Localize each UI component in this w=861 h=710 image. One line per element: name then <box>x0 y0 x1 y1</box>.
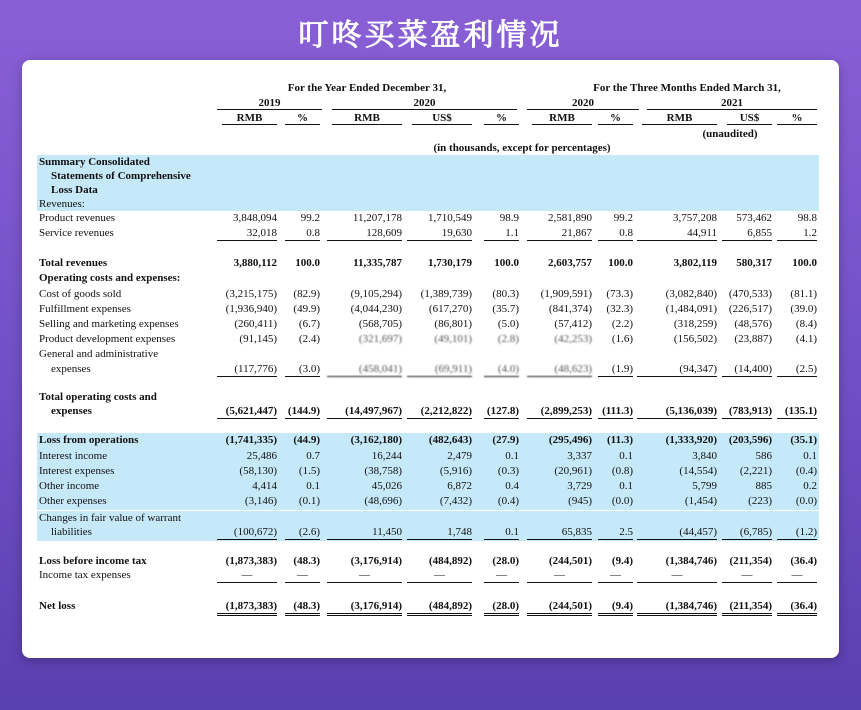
row-value: (86,801) <box>434 318 472 330</box>
row-label: Operating costs and expenses: <box>39 272 181 284</box>
row-label: Net loss <box>39 600 76 612</box>
table-row <box>37 390 819 404</box>
row-value: (4.1) <box>795 333 817 345</box>
row-value: 3,880,112 <box>233 257 277 269</box>
row-value: (20,961) <box>554 465 592 477</box>
row-value: (1,389,739) <box>420 288 472 300</box>
row-value: 573,462 <box>736 212 772 224</box>
row-value: (9,105,294) <box>350 288 402 300</box>
row-value: 0.8 <box>285 226 320 241</box>
row-value: 100.0 <box>608 257 633 269</box>
row-value: 0.1 <box>803 450 817 462</box>
row-value: — <box>527 568 592 583</box>
row-value: (48,576) <box>734 318 772 330</box>
row-value: (11.3) <box>607 434 633 446</box>
row-value: 3,802,119 <box>673 257 717 269</box>
row-value: 1,710,549 <box>428 212 472 224</box>
row-value: (3.0) <box>285 362 320 377</box>
row-value: (2.2) <box>611 318 633 330</box>
row-value: (3,082,840) <box>665 288 717 300</box>
row-value: (48.3) <box>285 599 320 616</box>
row-value: 0.1 <box>484 525 519 540</box>
table-row <box>37 494 819 510</box>
row-value: (1,741,335) <box>225 434 277 446</box>
row-value: (2.6) <box>285 525 320 540</box>
row-value: 0.1 <box>619 450 633 462</box>
row-value: (156,502) <box>673 333 717 345</box>
row-value: (2,212,822) <box>407 404 472 419</box>
row-value: (5,916) <box>439 465 472 477</box>
row-value: 11,335,787 <box>353 257 402 269</box>
row-value: 0.2 <box>803 480 817 492</box>
row-value: (0.8) <box>611 465 633 477</box>
row-value: (32.3) <box>606 303 633 315</box>
row-value: 100.0 <box>494 257 519 269</box>
table-row <box>37 169 819 183</box>
row-value: (36.4) <box>790 555 817 567</box>
row-value: 580,317 <box>736 257 772 269</box>
row-value: 19,630 <box>407 226 472 241</box>
row-label: Product development expenses <box>39 333 176 345</box>
row-value: 1.2 <box>777 226 817 241</box>
row-value: (783,913) <box>722 404 772 419</box>
row-value: (5,621,447) <box>217 404 277 419</box>
row-value: (82.9) <box>293 288 320 300</box>
row-label: Fulfillment expenses <box>39 303 131 315</box>
table-row <box>37 302 819 317</box>
row-value: (6,785) <box>722 525 772 540</box>
row-value: (111.3) <box>598 404 633 419</box>
year-2020b-header: 2020 <box>527 97 639 110</box>
unaudited-note: (unaudited) <box>702 128 758 140</box>
table-row <box>37 256 819 271</box>
column-header: % <box>598 112 633 125</box>
year-2020a-header: 2020 <box>332 97 517 110</box>
row-value: — <box>777 568 817 583</box>
row-value: (27.9) <box>492 434 519 446</box>
row-value: (48,623) <box>527 362 592 377</box>
row-value: (14,400) <box>722 362 772 377</box>
row-value: 0.1 <box>505 450 519 462</box>
row-value: (38,758) <box>364 465 402 477</box>
row-value: 44,911 <box>637 226 717 241</box>
row-value: 586 <box>755 450 772 462</box>
financial-table-card <box>22 60 839 658</box>
row-value: (3,215,175) <box>225 288 277 300</box>
row-value: (484,892) <box>428 555 472 567</box>
row-label: expenses <box>51 405 92 417</box>
table-row <box>37 183 819 197</box>
row-value: (49.9) <box>293 303 320 315</box>
table-row <box>37 525 819 541</box>
row-value: 25,486 <box>246 450 277 462</box>
row-value: (0.4) <box>497 495 519 507</box>
column-header: % <box>777 112 817 125</box>
row-value: (135.1) <box>777 404 817 419</box>
row-value: (568,705) <box>358 318 402 330</box>
row-value: (35.1) <box>790 434 817 446</box>
table-row <box>37 362 819 378</box>
table-row <box>37 511 819 525</box>
row-label: liabilities <box>51 526 92 538</box>
row-value: — <box>407 568 472 583</box>
row-value: (42,253) <box>554 333 592 345</box>
row-value: (617,270) <box>428 303 472 315</box>
period-year-header: For the Year Ended December 31, <box>287 82 447 94</box>
row-value: 32,018 <box>217 226 277 241</box>
row-label: Other expenses <box>39 495 107 507</box>
row-value: 6,872 <box>447 480 472 492</box>
row-value: (35.7) <box>492 303 519 315</box>
row-value: 1,730,179 <box>428 257 472 269</box>
row-value: (80.3) <box>492 288 519 300</box>
row-value: 1.1 <box>484 226 519 241</box>
row-value: 11,450 <box>327 525 402 540</box>
row-value: (2,221) <box>739 465 772 477</box>
row-value: 21,867 <box>527 226 592 241</box>
row-value: (48.3) <box>293 555 320 567</box>
row-value: (2.5) <box>777 362 817 377</box>
row-label: Interest expenses <box>39 465 115 477</box>
row-value: (1,873,383) <box>225 555 277 567</box>
row-value: (1,936,940) <box>225 303 277 315</box>
table-row <box>37 433 819 449</box>
row-value: (0.1) <box>298 495 320 507</box>
row-label: Changes in fair value of warrant <box>39 512 182 524</box>
row-value: (1,484,091) <box>665 303 717 315</box>
row-value: 0.4 <box>505 480 519 492</box>
row-value: (2,899,253) <box>527 404 592 419</box>
table-row <box>37 317 819 332</box>
row-value: (470,533) <box>728 288 772 300</box>
row-label: Summary Consolidated <box>39 156 150 168</box>
row-value: (36.4) <box>777 599 817 616</box>
row-value: 98.9 <box>499 212 519 224</box>
row-value: (3,176,914) <box>327 599 402 616</box>
row-value: (3,176,914) <box>350 555 402 567</box>
row-value: (9.4) <box>611 555 633 567</box>
row-value: (244,501) <box>527 599 592 616</box>
row-value: (9.4) <box>598 599 633 616</box>
column-header: US$ <box>412 112 472 125</box>
row-value: (1,873,383) <box>217 599 277 616</box>
column-header: RMB <box>222 112 277 125</box>
row-value: (117,776) <box>217 362 277 377</box>
row-value: — <box>285 568 320 583</box>
row-label: Interest income <box>39 450 108 462</box>
table-row <box>37 449 819 464</box>
row-value: (211,354) <box>729 555 772 567</box>
table-row <box>37 197 819 211</box>
row-label: Loss before income tax <box>39 555 147 567</box>
period-quarter-header: For the Three Months Ended March 31, <box>593 82 781 94</box>
row-value: (244,501) <box>548 555 592 567</box>
row-value: 3,757,208 <box>673 212 717 224</box>
row-value: 0.7 <box>306 450 320 462</box>
row-value: (28.0) <box>492 555 519 567</box>
row-value: (458,041) <box>327 362 402 377</box>
row-value: (1.2) <box>777 525 817 540</box>
table-row <box>37 464 819 479</box>
row-value: (211,354) <box>722 599 772 616</box>
row-value: (57,412) <box>554 318 592 330</box>
row-value: (44.9) <box>293 434 320 446</box>
row-value: (4,044,230) <box>350 303 402 315</box>
row-label: Cost of goods sold <box>39 288 122 300</box>
row-value: (48,696) <box>364 495 402 507</box>
row-value: (73.3) <box>606 288 633 300</box>
row-value: (127.8) <box>484 404 519 419</box>
row-value: 2,603,757 <box>548 257 592 269</box>
row-value: (2.4) <box>298 333 320 345</box>
row-value: (226,517) <box>728 303 772 315</box>
row-value: 16,244 <box>371 450 402 462</box>
row-value: 100.0 <box>295 257 320 269</box>
row-label: Total operating costs and <box>39 391 157 403</box>
table-row <box>37 271 819 287</box>
row-value: (23,887) <box>734 333 772 345</box>
row-value: (0.0) <box>611 495 633 507</box>
row-value: (1.6) <box>611 333 633 345</box>
year-2019-header: 2019 <box>217 97 322 110</box>
row-value: 1,748 <box>407 525 472 540</box>
row-value: (1.9) <box>598 362 633 377</box>
row-value: (321,697) <box>358 333 402 345</box>
table-row <box>37 599 819 615</box>
units-note: (in thousands, except for percentages) <box>433 142 611 154</box>
row-label: Loss Data <box>51 184 98 196</box>
row-label: Total revenues <box>39 257 108 269</box>
row-value: 2,479 <box>447 450 472 462</box>
row-value: 4,414 <box>252 480 277 492</box>
page-title: 叮咚买菜盈利情况 <box>298 18 563 53</box>
column-header: RMB <box>532 112 592 125</box>
row-value: 2.5 <box>598 525 633 540</box>
row-label: Statements of Comprehensive <box>51 170 191 182</box>
year-2021-header: 2021 <box>647 97 817 110</box>
row-value: 65,835 <box>527 525 592 540</box>
table-row <box>37 479 819 494</box>
column-header: % <box>484 112 519 125</box>
row-value: 99.2 <box>300 212 320 224</box>
row-value: (14,497,967) <box>327 404 402 419</box>
row-value: (203,596) <box>728 434 772 446</box>
table-row <box>37 404 819 420</box>
row-value: (3,146) <box>244 495 277 507</box>
row-value: (841,374) <box>548 303 592 315</box>
column-header: US$ <box>727 112 772 125</box>
row-value: 6,855 <box>722 226 772 241</box>
row-value: 11,207,178 <box>352 212 402 224</box>
row-value: (1,384,746) <box>637 599 717 616</box>
row-value: (1.5) <box>298 465 320 477</box>
row-value: (482,643) <box>428 434 472 446</box>
column-header: RMB <box>332 112 402 125</box>
row-value: (223) <box>748 495 772 507</box>
row-value: (2.8) <box>497 333 519 345</box>
table-row <box>37 554 819 568</box>
row-label: Selling and marketing expenses <box>39 318 179 330</box>
row-value: (1,384,746) <box>665 555 717 567</box>
row-label: General and administrative <box>39 348 159 360</box>
table-row <box>37 332 819 347</box>
row-value: (49,101) <box>434 333 472 345</box>
row-value: 99.2 <box>613 212 633 224</box>
row-value: (1,909,591) <box>540 288 592 300</box>
row-value: (1,454) <box>684 495 717 507</box>
row-value: (5.0) <box>497 318 519 330</box>
row-value: 3,840 <box>692 450 717 462</box>
row-value: — <box>217 568 277 583</box>
row-value: 5,799 <box>692 480 717 492</box>
row-value: (100,672) <box>217 525 277 540</box>
row-value: (945) <box>568 495 592 507</box>
row-value: (318,259) <box>673 318 717 330</box>
column-header: % <box>285 112 320 125</box>
row-value: (1,333,920) <box>665 434 717 446</box>
row-value: (3,162,180) <box>350 434 402 446</box>
row-value: — <box>327 568 402 583</box>
row-value: 0.1 <box>306 480 320 492</box>
table-row <box>37 211 819 226</box>
row-value: (144.9) <box>285 404 320 419</box>
row-label: Other income <box>39 480 100 492</box>
row-value: (69,911) <box>407 362 472 377</box>
row-value: 3,848,094 <box>233 212 277 224</box>
row-value: (6.7) <box>298 318 320 330</box>
table-row <box>37 347 819 362</box>
row-value: — <box>637 568 717 583</box>
row-value: (8.4) <box>795 318 817 330</box>
row-value: 45,026 <box>371 480 402 492</box>
row-value: (4.0) <box>484 362 519 377</box>
row-value: (91,145) <box>239 333 277 345</box>
row-value: (14,554) <box>679 465 717 477</box>
row-value: 100.0 <box>792 257 817 269</box>
row-label: Service revenues <box>39 227 114 239</box>
row-value: 98.8 <box>797 212 817 224</box>
row-value: 3,729 <box>567 480 592 492</box>
row-value: (5,136,039) <box>637 404 717 419</box>
row-value: 0.8 <box>598 226 633 241</box>
row-value: — <box>722 568 772 583</box>
row-label: expenses <box>51 363 91 375</box>
table-row <box>37 155 819 169</box>
row-value: (81.1) <box>790 288 817 300</box>
row-value: 885 <box>755 480 772 492</box>
row-value: (260,411) <box>234 318 277 330</box>
column-header: RMB <box>642 112 717 125</box>
row-value: 3,337 <box>567 450 592 462</box>
row-value: 0.1 <box>619 480 633 492</box>
table-row <box>37 287 819 302</box>
row-label: Product revenues <box>39 212 116 224</box>
table-row <box>37 568 819 584</box>
row-value: (295,496) <box>548 434 592 446</box>
row-label: Income tax expenses <box>39 569 131 581</box>
row-value: (58,130) <box>239 465 277 477</box>
row-value: (44,457) <box>637 525 717 540</box>
row-value: (0.0) <box>795 495 817 507</box>
row-value: (0.3) <box>497 465 519 477</box>
row-value: — <box>598 568 633 583</box>
row-label: Loss from operations <box>39 434 139 446</box>
row-value: (484,892) <box>407 599 472 616</box>
row-value: (28.0) <box>484 599 519 616</box>
table-row <box>37 226 819 242</box>
row-value: (7,432) <box>439 495 472 507</box>
row-value: 2,581,890 <box>548 212 592 224</box>
row-value: (39.0) <box>790 303 817 315</box>
row-value: 128,609 <box>327 226 402 241</box>
row-label: Revenues: <box>39 198 85 210</box>
row-value: — <box>484 568 519 583</box>
row-value: (0.4) <box>795 465 817 477</box>
row-value: (94,347) <box>637 362 717 377</box>
